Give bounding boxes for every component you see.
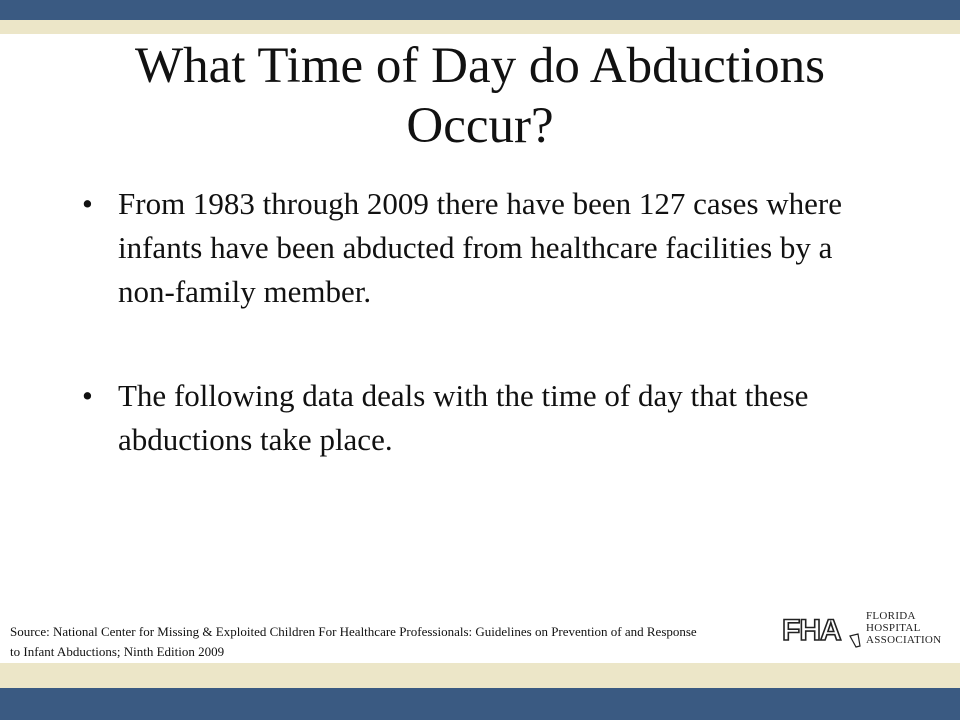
fha-logo-text (866, 610, 946, 646)
top-tan-band (0, 20, 960, 34)
fha-logo-mark: FHA (782, 614, 841, 647)
logo-line-association: ASSOCIATION (866, 634, 942, 646)
top-blue-band (0, 0, 960, 20)
slide-title: What Time of Day do Abductions Occur? (135, 38, 825, 154)
bullet-text: From 1983 through 2009 there have been 127 cases where infants have been abducted from healthcare facilities by a non-family member. (118, 186, 842, 309)
bullet-item (82, 374, 882, 462)
florida-shape-icon (850, 634, 860, 647)
logo-line-florida: FLORIDA (866, 610, 916, 622)
bullet-text: The following data deals with the time of day that these abductions take place. (118, 378, 809, 457)
bullet-glyph: • (82, 378, 93, 413)
bullet-glyph: • (82, 186, 93, 221)
fha-logo (782, 602, 942, 658)
bottom-blue-band (0, 688, 960, 720)
bullet-item (82, 182, 882, 314)
bullet-list (82, 182, 882, 462)
bottom-tan-band (0, 663, 960, 688)
logo-line-hospital: HOSPITAL (866, 622, 921, 634)
source-citation: Source: National Center for Missing & Exploited Children For Healthcare Professionals: Guidelines on Prevention of and Response to Infant Abductions; Ninth Edition 2009 (10, 624, 697, 659)
fha-logo-icon (782, 610, 864, 648)
